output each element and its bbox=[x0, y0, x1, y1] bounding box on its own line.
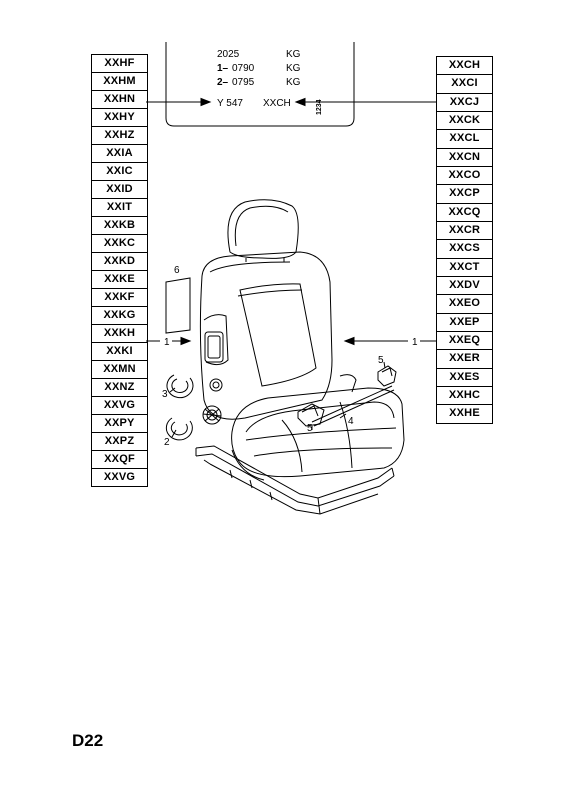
label-axle2-prefix: 2– bbox=[217, 77, 229, 88]
left-code-cell: XXHF bbox=[92, 55, 147, 73]
left-code-cell: XXKC bbox=[92, 235, 147, 253]
left-code-cell: XXKE bbox=[92, 271, 147, 289]
left-code-cell: XXID bbox=[92, 181, 147, 199]
left-code-cell: XXIC bbox=[92, 163, 147, 181]
left-code-cell: XXPY bbox=[92, 415, 147, 433]
callout-6: 6 bbox=[174, 265, 180, 276]
right-code-cell: XXCT bbox=[437, 259, 492, 277]
left-code-cell: XXKH bbox=[92, 325, 147, 343]
right-code-cell: XXCQ bbox=[437, 204, 492, 222]
headrest bbox=[228, 200, 298, 259]
right-code-cell: XXCK bbox=[437, 112, 492, 130]
part-3-ring bbox=[167, 375, 193, 398]
right-code-cell: XXHE bbox=[437, 405, 492, 423]
label-axle1-unit: KG bbox=[286, 63, 301, 74]
label-axle2-weight: 0795 bbox=[232, 77, 255, 88]
left-code-cell: XXHM bbox=[92, 73, 147, 91]
right-code-cell: XXCH bbox=[437, 57, 492, 75]
callout-1-right: 1 bbox=[412, 337, 418, 348]
label-weight-total: 2025 bbox=[217, 49, 240, 60]
part-2-ring bbox=[166, 418, 192, 440]
callout-4: 4 bbox=[348, 416, 354, 427]
left-code-cell: XXKF bbox=[92, 289, 147, 307]
label-vertical-digits: 1234 bbox=[316, 99, 323, 115]
callout-2: 2 bbox=[164, 437, 170, 448]
right-code-cell: XXCS bbox=[437, 240, 492, 258]
left-code-cell: XXKI bbox=[92, 343, 147, 361]
left-code-cell: XXHN bbox=[92, 91, 147, 109]
label-axle1-prefix: 1– bbox=[217, 63, 229, 74]
callout-5-lower: 5 bbox=[307, 423, 313, 434]
label-axle1-weight: 0790 bbox=[232, 63, 255, 74]
label-box-outline bbox=[166, 42, 354, 126]
left-code-cell: XXIT bbox=[92, 199, 147, 217]
left-code-cell: XXMN bbox=[92, 361, 147, 379]
right-code-cell: XXCN bbox=[437, 149, 492, 167]
left-code-cell: XXIA bbox=[92, 145, 147, 163]
right-code-cell: XXDV bbox=[437, 277, 492, 295]
left-code-cell: XXHZ bbox=[92, 127, 147, 145]
callout-3: 3 bbox=[162, 389, 168, 400]
left-code-cell: XXVG bbox=[92, 397, 147, 415]
right-code-cell: XXCO bbox=[437, 167, 492, 185]
label-axle2-unit: KG bbox=[286, 77, 301, 88]
label-weight-total-unit: KG bbox=[286, 49, 301, 60]
label-paint-code: Y 547 bbox=[217, 98, 243, 109]
part-6-label bbox=[166, 278, 190, 333]
right-code-cell: XXEO bbox=[437, 295, 492, 313]
left-code-cell: XXNZ bbox=[92, 379, 147, 397]
backrest bbox=[200, 252, 332, 419]
right-code-cell: XXCI bbox=[437, 75, 492, 93]
callout-5-upper: 5 bbox=[378, 355, 384, 366]
label-ref-code: XXCH bbox=[263, 98, 291, 109]
page-code: D22 bbox=[72, 731, 104, 750]
right-code-cell: XXES bbox=[437, 369, 492, 387]
right-code-cell: XXEQ bbox=[437, 332, 492, 350]
right-code-cell: XXEP bbox=[437, 314, 492, 332]
right-code-cell: XXCJ bbox=[437, 94, 492, 112]
left-code-cell: XXQF bbox=[92, 451, 147, 469]
left-code-cell: XXKG bbox=[92, 307, 147, 325]
left-code-cell: XXKB bbox=[92, 217, 147, 235]
right-code-cell: XXHC bbox=[437, 387, 492, 405]
right-code-cell: XXER bbox=[437, 350, 492, 368]
right-code-cell: XXCR bbox=[437, 222, 492, 240]
callout-1-left: 1 bbox=[164, 337, 170, 348]
left-code-cell: XXVG bbox=[92, 469, 147, 487]
right-code-cell: XXCL bbox=[437, 130, 492, 148]
right-code-cell: XXCP bbox=[437, 185, 492, 203]
left-code-cell: XXPZ bbox=[92, 433, 147, 451]
left-code-cell: XXHY bbox=[92, 109, 147, 127]
left-code-cell: XXKD bbox=[92, 253, 147, 271]
